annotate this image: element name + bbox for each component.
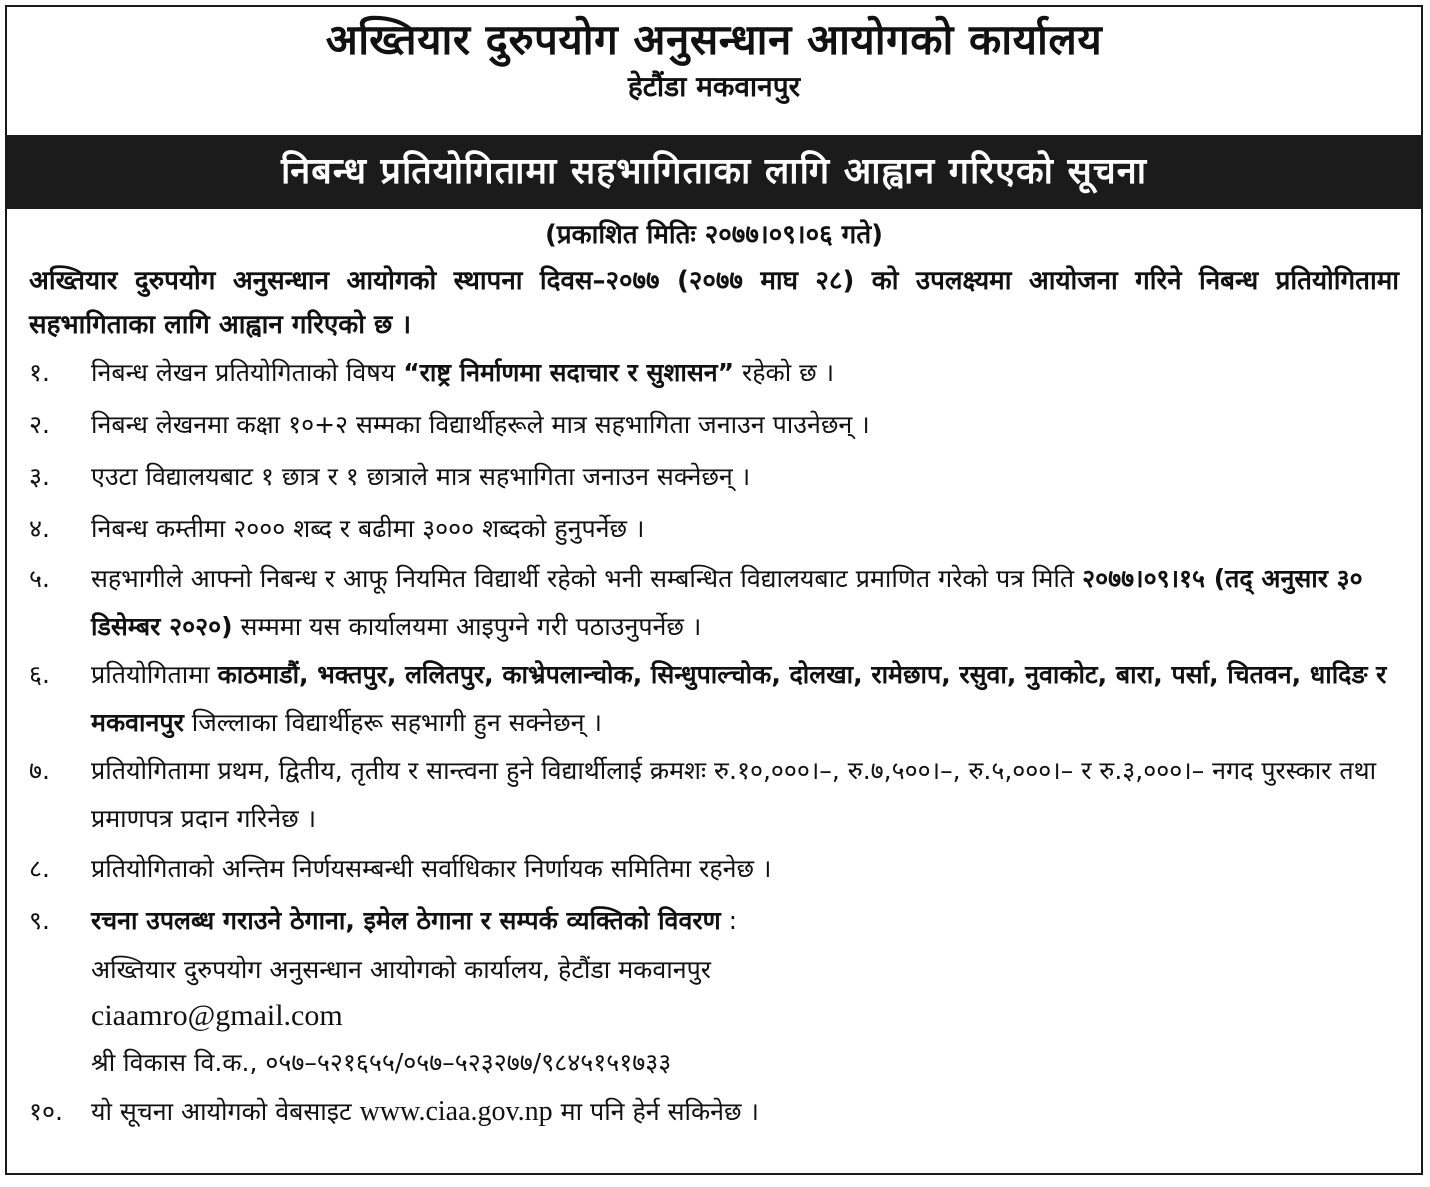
item-text (91, 1086, 1399, 1138)
item-text-post: : (720, 906, 738, 935)
item-number: १. (29, 358, 50, 387)
list-item (29, 451, 1399, 503)
item-number: ६. (29, 660, 50, 689)
item-text: प्रतियोगितामा प्रथम, द्वितीय, तृतीय र सान्त्वना हुने विद्यार्थीलाई क्रमशः रु.१०,०००।–, रु.७,५००।–, रु.५,०००।– र रु.३,०००।– नगद पुरस्कार तथा प्रमाणपत्र प्रदान गरिनेछ । (91, 756, 1377, 833)
intro-paragraph: अख्तियार दुरुपयोग अनुसन्धान आयोगको स्थापना दिवस–२०७७ (२०७७ माघ २८) को उपलक्ष्यमा आयोजना गरिने निबन्ध प्रतियोगितामा सहभागिताका लागि आह्वान गरिएको छ । (29, 266, 1399, 340)
contact-person: श्री विकास वि.क., ०५७–५२१६५५/०५७–५२३२७७/९८४५१५१७३३ (91, 1048, 672, 1077)
item-text (91, 651, 1399, 747)
website-link[interactable]: www.ciaa.gov.np (359, 1096, 553, 1127)
eligible-districts: काठमाडौं, भक्तपुर, ललितपुर, काभ्रेपलान्चोक, सिन्धुपाल्चोक, दोलखा, रामेछाप, रसुवा, नुवाकोट, बारा, पर्सा, चितवन, धादिङ र मकवानपुर (91, 660, 1387, 737)
contact-email-row (29, 993, 1399, 1040)
essay-topic: “राष्ट्र निर्माणमा सदाचार र सुशासन” (403, 358, 735, 387)
notice-header (7, 7, 1421, 105)
item-text: निबन्ध लेखनमा कक्षा १०+२ सम्मका विद्यार्थीहरूले मात्र सहभागिता जनाउन पाउनेछन् । (91, 410, 870, 439)
item-number: ७. (29, 756, 50, 785)
contact-heading: रचना उपलब्ध गराउने ठेगाना, इमेल ठेगाना र सम्पर्क व्यक्तिको विवरण (91, 906, 721, 935)
item-text-pre: निबन्ध लेखन प्रतियोगिताको विषय (91, 358, 404, 387)
office-title: अख्तियार दुरुपयोग अनुसन्धान आयोगको कार्यालय (325, 15, 1103, 64)
item-text-pre: यो सूचना आयोगको वेबसाइट (91, 1097, 360, 1126)
item-number: १०. (29, 1097, 63, 1126)
item-number: ९. (29, 906, 50, 935)
notice-banner-title: निबन्ध प्रतियोगितामा सहभागिताका लागि आह्वान गरिएको सूचना (7, 135, 1421, 209)
item-number: ३. (29, 462, 50, 491)
item-number: ८. (29, 854, 50, 883)
list-item (29, 1086, 1399, 1138)
notice-items (29, 347, 1399, 1138)
item-text-post: मा पनि हेर्न सकिनेछ । (552, 1097, 759, 1126)
item-text-post: रहेको छ । (734, 358, 835, 387)
list-item (29, 895, 1399, 947)
item-text-pre: सहभागीले आफ्नो निबन्ध र आफू नियमित विद्यार्थी रहेको भनी सम्बन्धित विद्यालयबाट प्रमाणित गरेको पत्र मिति (91, 564, 1083, 593)
notice-body (7, 215, 1421, 1138)
contact-email[interactable]: ciaamro@gmail.com (91, 999, 343, 1032)
item-number: ५. (29, 564, 50, 593)
submission-deadline: २०७७।०९।१५ (तद् अनुसार ३० डिसेम्बर २०२०) (91, 564, 1363, 641)
item-text: एउटा विद्यालयबाट १ छात्र र १ छात्राले मात्र सहभागिता जनाउन सक्नेछन् । (91, 462, 751, 491)
list-item (29, 651, 1399, 747)
list-item (29, 399, 1399, 451)
list-item (29, 747, 1399, 843)
list-item (29, 555, 1399, 651)
item-text: निबन्ध कम्तीमा २००० शब्द र बढीमा ३००० शब्दको हुनुपर्नेछ । (91, 514, 645, 543)
contact-address: अख्तियार दुरुपयोग अनुसन्धान आयोगको कार्यालय, हेटौंडा मकवानपुर (91, 955, 712, 984)
item-text (91, 895, 1399, 947)
item-text-post: जिल्लाका विद्यार्थीहरू सहभागी हुन सक्नेछन् । (183, 708, 602, 737)
item-text-pre: प्रतियोगितामा (91, 660, 218, 689)
item-text: प्रतियोगिताको अन्तिम निर्णयसम्बन्धी सर्वाधिकार निर्णायक समितिमा रहनेछ । (91, 854, 772, 883)
list-item (29, 503, 1399, 555)
list-item (29, 843, 1399, 895)
item-number: २. (29, 410, 50, 439)
item-text-post: सम्ममा यस कार्यालयमा आइपुग्ने गरी पठाउनुपर्नेछ । (232, 612, 702, 641)
item-number: ४. (29, 514, 50, 543)
office-location: हेटौंडा मकवानपुर (627, 70, 801, 103)
item-text (91, 555, 1399, 651)
item-text (91, 347, 1399, 399)
published-date: (प्रकाशित मितिः २०७७।०९।०६ गते) (544, 220, 884, 250)
notice-frame (5, 5, 1423, 1175)
list-item (29, 347, 1399, 399)
